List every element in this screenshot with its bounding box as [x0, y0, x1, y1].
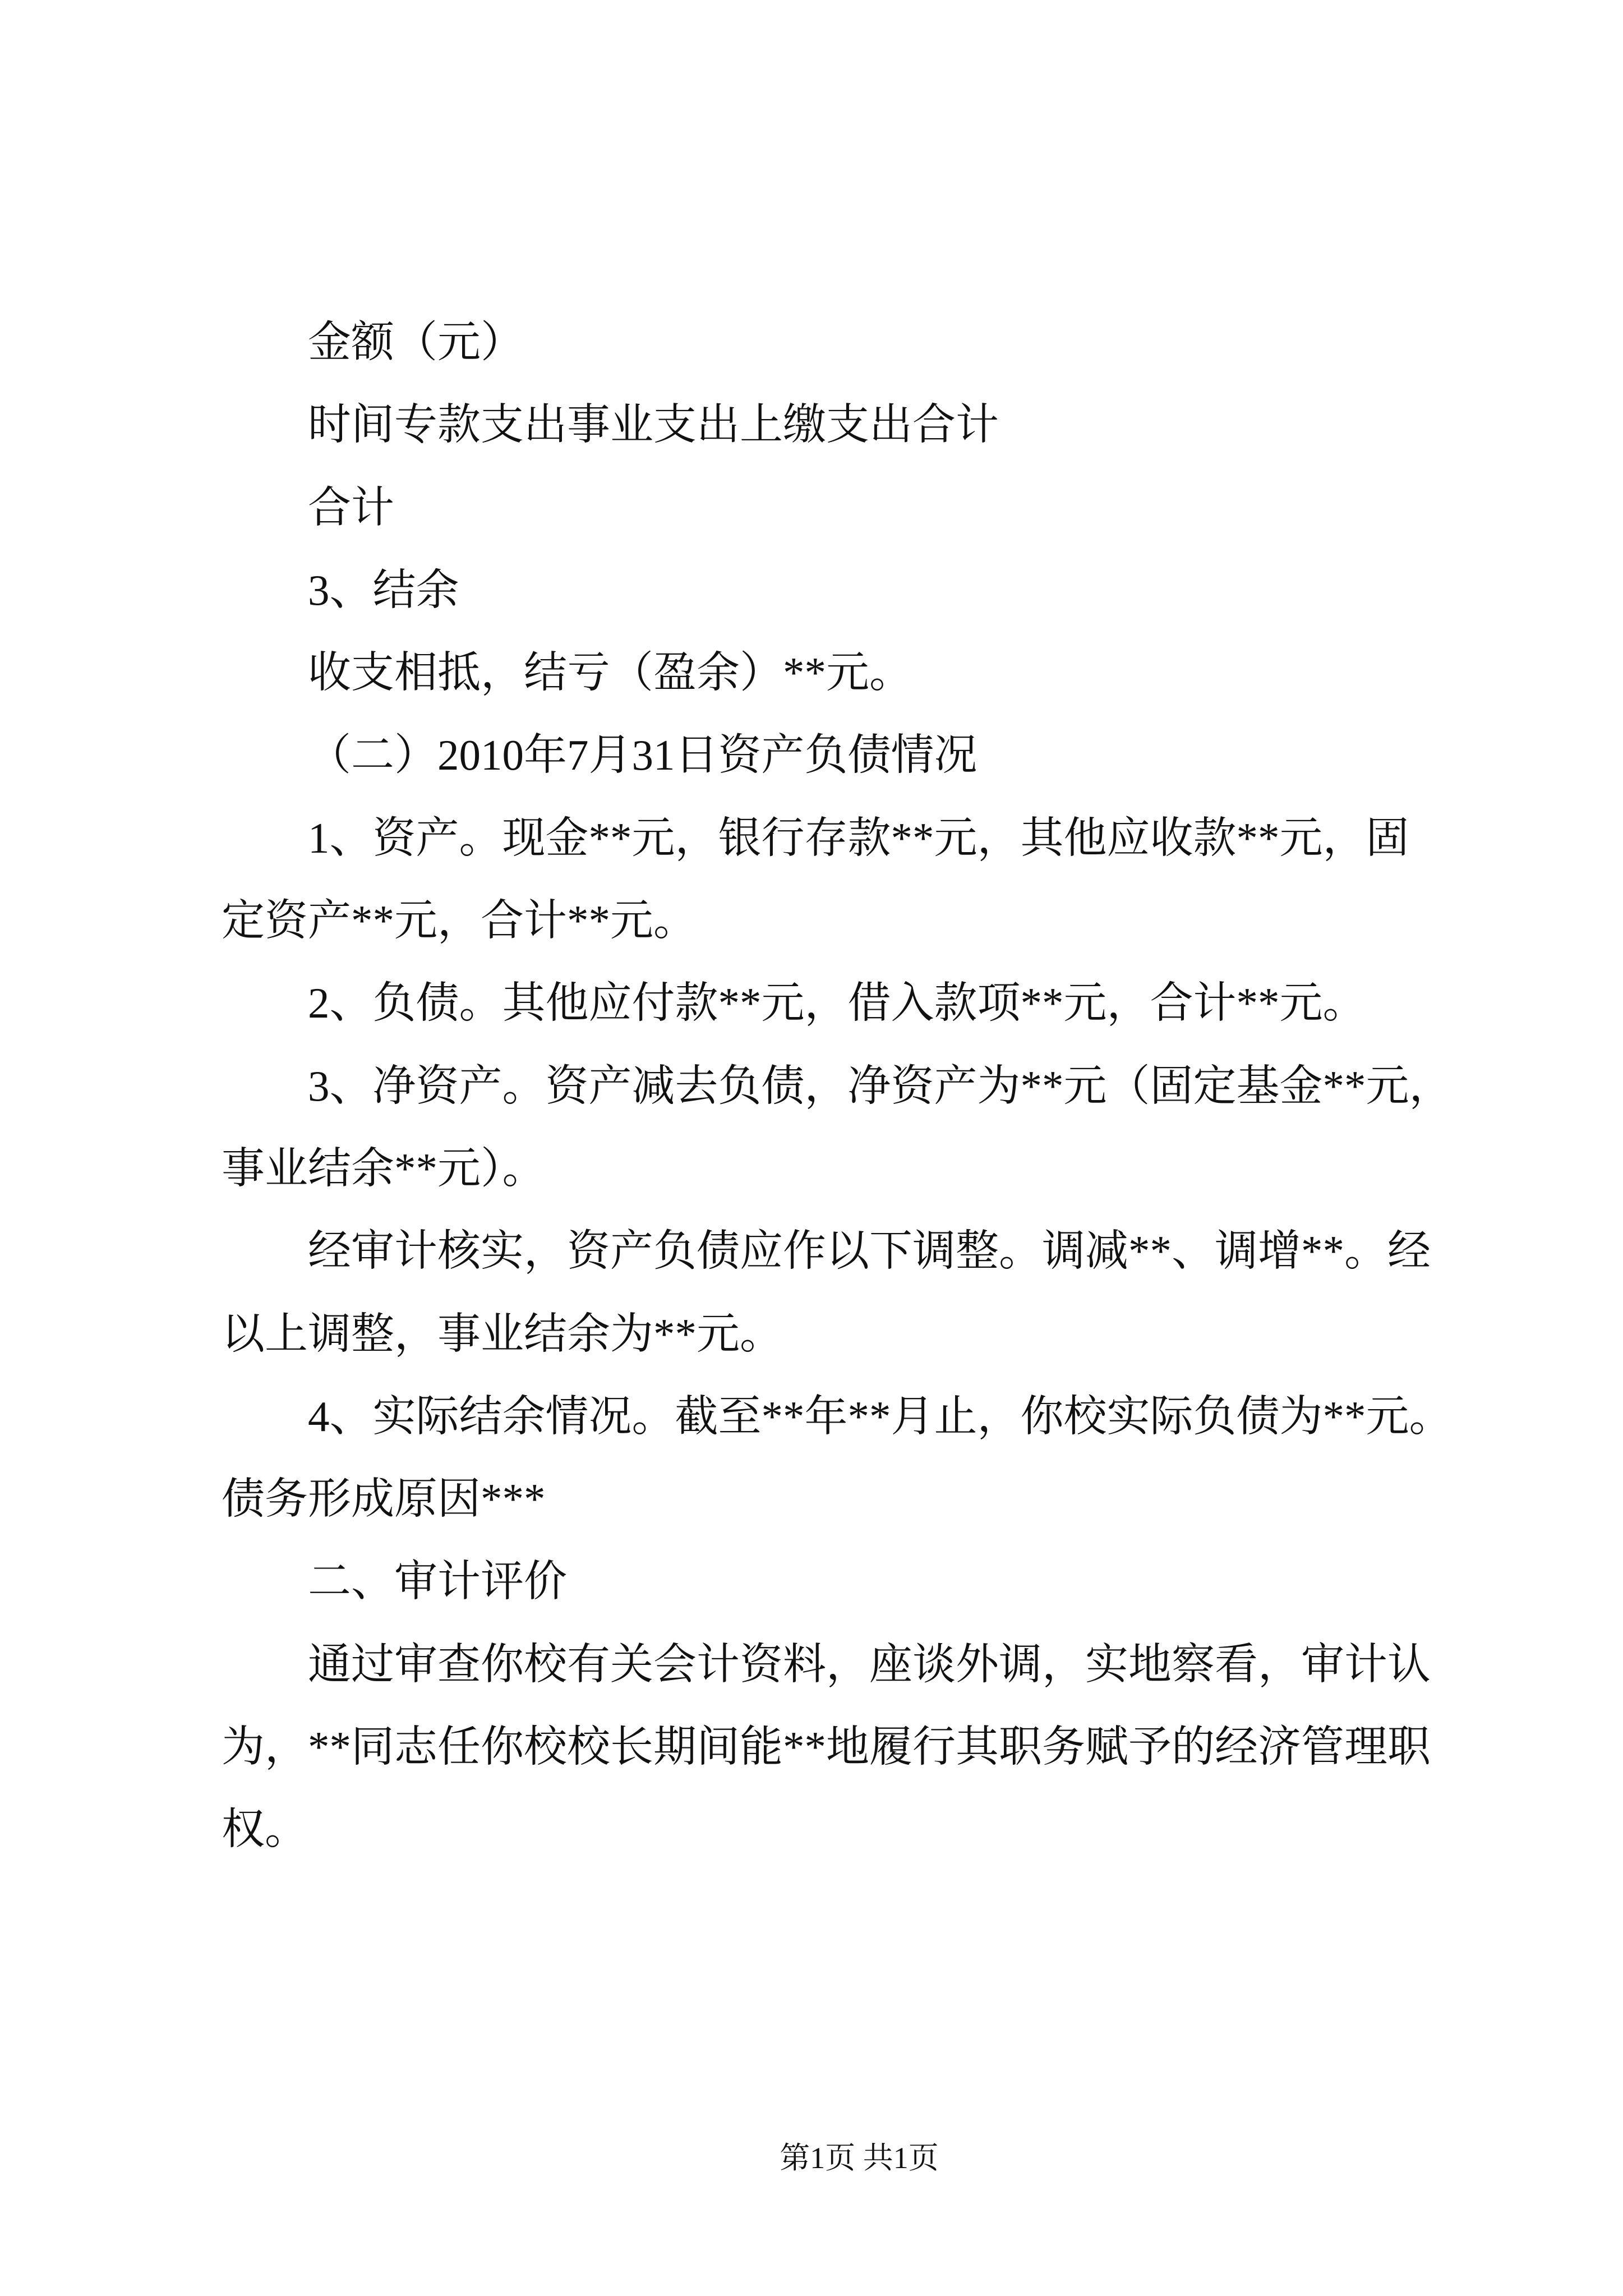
paragraph-line: 权。: [222, 1805, 308, 1854]
paragraph-audit-adjustment: [222, 1210, 1511, 1375]
paragraph-line: 4、实际结余情况。截至**年**月止，你校实际负债为**元。: [308, 1392, 1453, 1441]
paragraph-line: 债务形成原因***: [222, 1475, 546, 1524]
paragraph-assets: [222, 797, 1511, 963]
paragraph-net-assets: [222, 1045, 1511, 1211]
paragraph-total: [222, 467, 1511, 549]
paragraph-line: 合计: [308, 483, 394, 532]
paragraph-line: （二）2010年7月31日资产负债情况: [308, 731, 978, 780]
paragraph-line: 以上调整，事业结余为**元。: [222, 1309, 783, 1358]
paragraph-line: 收支相抵，结亏（盈余）**元。: [308, 648, 912, 697]
section-heading-balance: [222, 549, 1511, 632]
paragraph-line: 事业结余**元）。: [222, 1144, 546, 1193]
paragraph-actual-balance: [222, 1375, 1511, 1541]
paragraph-amount-unit: [222, 301, 1511, 384]
page-number-footer: 第1页 共1页: [780, 2141, 939, 2175]
paragraph-line: 金额（元）: [308, 318, 524, 366]
paragraph-line: 2、负债。其他应付款**元，借入款项**元，合计**元。: [308, 979, 1366, 1028]
paragraph-line: 为，**同志任你校校长期间能**地履行其职务赋予的经济管理职: [222, 1723, 1431, 1772]
paragraph-table-header: [222, 384, 1511, 466]
section-heading-audit-evaluation: [222, 1540, 1511, 1623]
paragraph-liabilities: [222, 962, 1511, 1045]
paragraph-line: 时间专款支出事业支出上缴支出合计: [308, 401, 999, 449]
paragraph-line: 二、审计评价: [308, 1557, 567, 1606]
section-heading-assets-liabilities: [222, 714, 1511, 797]
paragraph-audit-evaluation: [222, 1623, 1511, 1871]
paragraph-line: 经审计核实，资产负债应作以下调整。调减**、调增**。经: [308, 1227, 1431, 1276]
paragraph-line: 通过审查你校有关会计资料，座谈外调，实地察看，审计认: [308, 1640, 1431, 1688]
paragraph-line: 3、净资产。资产减去负债，净资产为**元（固定基金**元，: [308, 1061, 1453, 1110]
document-body: [222, 301, 1511, 1871]
paragraph-line: 1、资产。现金**元，银行存款**元，其他应收款**元，固: [308, 813, 1409, 862]
paragraph-balance: [222, 632, 1511, 714]
paragraph-line: 3、结余: [308, 565, 459, 614]
paragraph-line: 定资产**元，合计**元。: [222, 896, 697, 945]
